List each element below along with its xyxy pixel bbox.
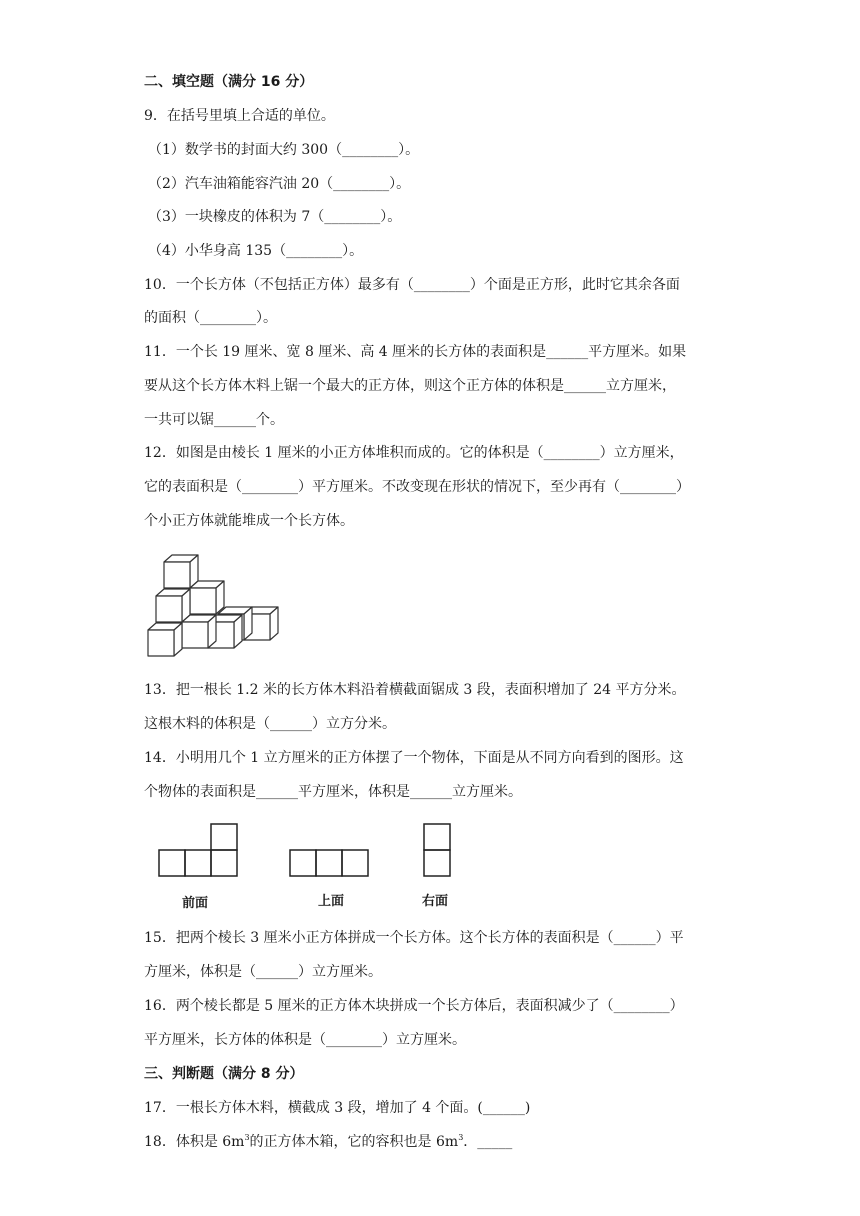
cube bbox=[190, 581, 224, 614]
question-16-line-2: 平方厘米，长方体的体积是（________）立方厘米。 bbox=[144, 1032, 466, 1048]
question-11-line-2: 要从这个长方体木料上锯一个最大的正方体，则这个正方体的体积是______立方厘米， bbox=[144, 378, 676, 394]
question-9-stem: 9．在括号里填上合适的单位。 bbox=[144, 108, 335, 124]
question-18-part-1: 18．体积是 6m bbox=[144, 1134, 245, 1150]
question-18-part-2: 的正方体木箱，它的容积也是 6m bbox=[249, 1134, 459, 1150]
front-view-caption: 前面 bbox=[182, 896, 209, 911]
question-18-part-3: ．_____ bbox=[463, 1134, 513, 1150]
question-13-line-1: 13．把一根长 1.2 米的长方体木料沿着横截面锯成 3 段，表面积增加了 24 平方分米。 bbox=[144, 682, 686, 698]
cubic-superscript: 3 bbox=[244, 1133, 250, 1142]
question-11-line-1: 11．一个长 19 厘米、宽 8 厘米、高 4 厘米的长方体的表面积是______平方厘米。如果 bbox=[144, 344, 687, 360]
question-12-line-1: 12．如图是由棱长 1 厘米的小正方体堆积而成的。它的体积是（________）立方厘米， bbox=[144, 445, 684, 461]
question-15-line-1: 15．把两个棱长 3 厘米小正方体拼成一个长方体。这个长方体的表面积是（______）平 bbox=[144, 930, 684, 946]
question-9-item-4: （4）小华身高 135（________）。 bbox=[148, 243, 364, 259]
cube bbox=[182, 615, 216, 648]
question-18-line-1 bbox=[144, 1132, 512, 1152]
front-view-figure bbox=[158, 822, 240, 878]
question-13-line-2: 这根木料的体积是（______）立方分米。 bbox=[144, 716, 396, 732]
right-view-caption: 右面 bbox=[422, 894, 449, 909]
question-17-line-1: 17．一根长方体木料，横截成 3 段，增加了 4 个面。(______) bbox=[144, 1100, 531, 1116]
cube bbox=[164, 555, 198, 588]
section-title-judge: 三、判断题（满分 8 分） bbox=[144, 1066, 304, 1082]
top-view-caption: 上面 bbox=[318, 894, 345, 909]
right-view-figure bbox=[422, 822, 452, 878]
cube-stack-figure bbox=[144, 548, 288, 664]
question-9-item-3: （3）一块橡皮的体积为 7（________）。 bbox=[148, 209, 402, 225]
question-9-item-1: （1）数学书的封面大约 300（________）。 bbox=[148, 142, 420, 158]
question-15-line-2: 方厘米，体积是（______）立方厘米。 bbox=[144, 964, 382, 980]
question-14-line-2: 个物体的表面积是______平方厘米，体积是______立方厘米。 bbox=[144, 784, 522, 800]
cube bbox=[148, 623, 182, 656]
question-14-line-1: 14．小明用几个 1 立方厘米的正方体摆了一个物体，下面是从不同方向看到的图形。这 bbox=[144, 750, 684, 766]
section-title-fill: 二、填空题（满分 16 分） bbox=[144, 74, 314, 90]
cubic-superscript: 3 bbox=[458, 1133, 464, 1142]
question-11-line-3: 一共可以锯______个。 bbox=[144, 412, 284, 428]
question-10-line-2: 的面积（________）。 bbox=[144, 310, 277, 326]
question-16-line-1: 16．两个棱长都是 5 厘米的正方体木块拼成一个长方体后，表面积减少了（________） bbox=[144, 998, 684, 1014]
question-9-item-2: （2）汽车油箱能容汽油 20（________）。 bbox=[148, 176, 411, 192]
question-12-line-3: 个小正方体就能堆成一个长方体。 bbox=[144, 513, 354, 529]
top-view-figure bbox=[289, 848, 371, 878]
question-10-line-1: 10．一个长方体（不包括正方体）最多有（________）个面是正方形，此时它其余各面 bbox=[144, 277, 680, 293]
cube bbox=[156, 589, 190, 622]
question-12-line-2: 它的表面积是（________）平方厘米。不改变现在形状的情况下，至少再有（________） bbox=[144, 479, 690, 495]
